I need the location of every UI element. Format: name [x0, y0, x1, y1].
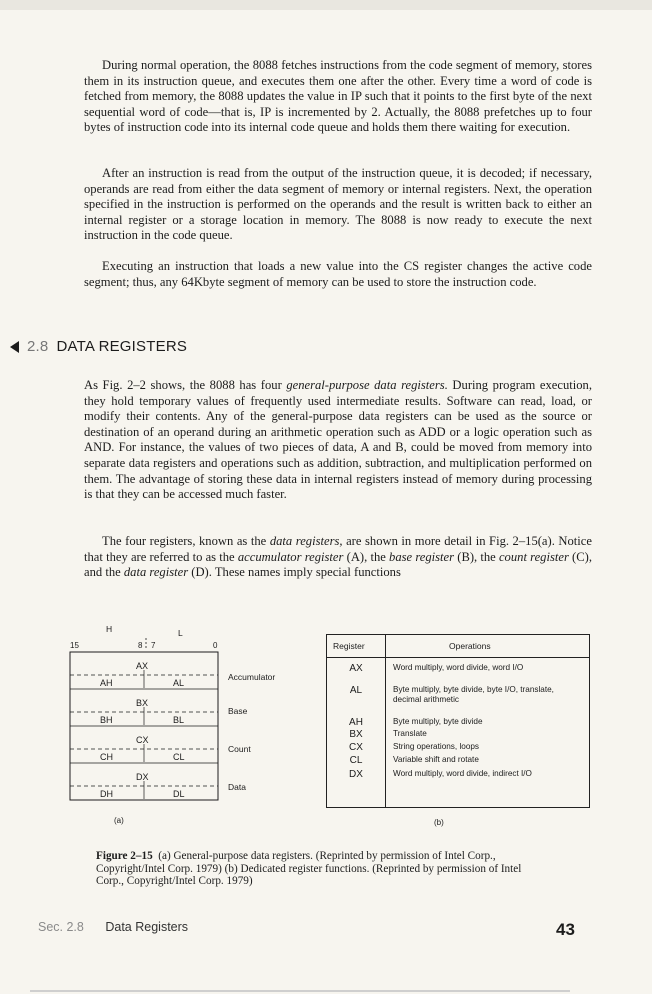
register-functions-table: Register Operations AX Word multiply, word divide, word I/O AL Byte multiply, byte divide, byte I/O, translate, decimal arithmetic AH Byte multiply, byte divide BX Translate CX String operations, loops CL Variable shift and rotate DX Word multiply, word divide, indirect I/O: [326, 634, 590, 808]
running-footer: [38, 920, 188, 934]
paragraph-decode: After an instruction is read from the output of the instruction queue, it is decoded; if necessary, operands are read from either the data segment of memory or internal registers. Next, the operation specified in the instruction is performed on the operands and the result is written back to either an internal register or a storage location in memory. The 8088 is now ready to execute the next instruction in the code queue.: [84, 166, 592, 243]
table-header: [327, 635, 589, 658]
figure-caption: [96, 850, 532, 888]
page-number: 43: [556, 920, 575, 939]
register-cx-high: CH: [100, 752, 113, 762]
register-cx-low: CL: [173, 752, 185, 762]
high-byte-label: H: [106, 624, 113, 634]
footer-title: Data Registers: [105, 920, 189, 934]
figure-a-sublabel: (a): [114, 816, 124, 825]
figure-b-sublabel: (b): [434, 818, 444, 827]
register-cx-full: CX: [136, 735, 149, 745]
caption-text: (a) General-purpose data registers. (Reprinted by permission of Intel Corp., Copyright/Intel Corp. 1979) (b) Dedicated register functions. (Reprinted by permission of Intel Corp., Copyright/Intel Corp. 1979): [96, 850, 522, 888]
section-number: 2.8: [27, 338, 49, 355]
caption-label: Figure 2–15: [96, 850, 153, 862]
bit-7-label: 7: [151, 641, 156, 650]
register-ax-low: AL: [173, 678, 185, 688]
paragraph-data-registers: The four registers, known as the data registers, are shown in more detail in Fig. 2–15(a). Notice that they are referred to as the accumulator register (A), the base register (B), the count register (C), and the data register (D). These names imply special functions: [84, 534, 592, 580]
register-bx-low: BL: [173, 715, 185, 725]
register-dx-low: DL: [173, 789, 185, 799]
register-cx-name: Count: [228, 744, 251, 754]
register-ax-high: AH: [100, 678, 113, 688]
register-ax-full: AX: [136, 661, 149, 671]
column-header-operations: Operations: [449, 641, 491, 651]
section-heading: [10, 338, 187, 355]
bit-8-label: 8: [138, 641, 143, 650]
register-ax-name: Accumulator: [228, 672, 276, 682]
register-dx-full: DX: [136, 772, 149, 782]
bit-0-label: 0: [213, 641, 218, 650]
section-marker-icon: [10, 341, 19, 353]
paragraph-cs-register: Executing an instruction that loads a new value into the CS register changes the active code segment; thus, any 64Kbyte segment of memory can be used to store the instruction code.: [84, 259, 592, 289]
register-bx-name: Base: [228, 706, 248, 716]
register-dx-high: DH: [100, 789, 113, 799]
page-bottom-edge: [30, 990, 570, 992]
low-byte-label: L: [178, 628, 183, 638]
section-title: DATA REGISTERS: [56, 338, 188, 355]
register-dx-name: Data: [228, 782, 246, 792]
paragraph-general-purpose: As Fig. 2–2 shows, the 8088 has four general-purpose data registers. During program execution, they hold temporary values of frequently used intermediate results. Software can read, load, or modify their contents. Any of the general-purpose data registers can be used as the source or destination of an operand during an arithmetic operation such as ADD or a logic operation such as AND. For instance, the values of two pieces of data, A and B, could be moved from memory into separate data registers and operations such as addition, subtraction, and multiplication performed on them. The advantage of storing these data in internal registers instead of memory during processing is that they can be accessed much faster.: [84, 378, 592, 502]
page-top-edge: [0, 0, 652, 10]
register-bx-full: BX: [136, 698, 149, 708]
footer-section: Sec. 2.8: [38, 920, 84, 934]
register-bx-high: BH: [100, 715, 113, 725]
paragraph-code-fetch: During normal operation, the 8088 fetches instructions from the code segment of memory, stores them in its instruction queue, and executes them one after the other. Every time a word of code is fetched from memory, the 8088 updates the value in IP such that it points to the first byte of the next sequential word of code—that is, IP is incremented by 2. Actually, the 8088 prefetches up to four bytes of instruction code into its internal code queue and holds them there waiting for execution.: [84, 58, 592, 135]
column-header-register: Register: [333, 641, 365, 651]
bit-15-label: 15: [70, 641, 79, 650]
register-diagram: [68, 618, 318, 838]
